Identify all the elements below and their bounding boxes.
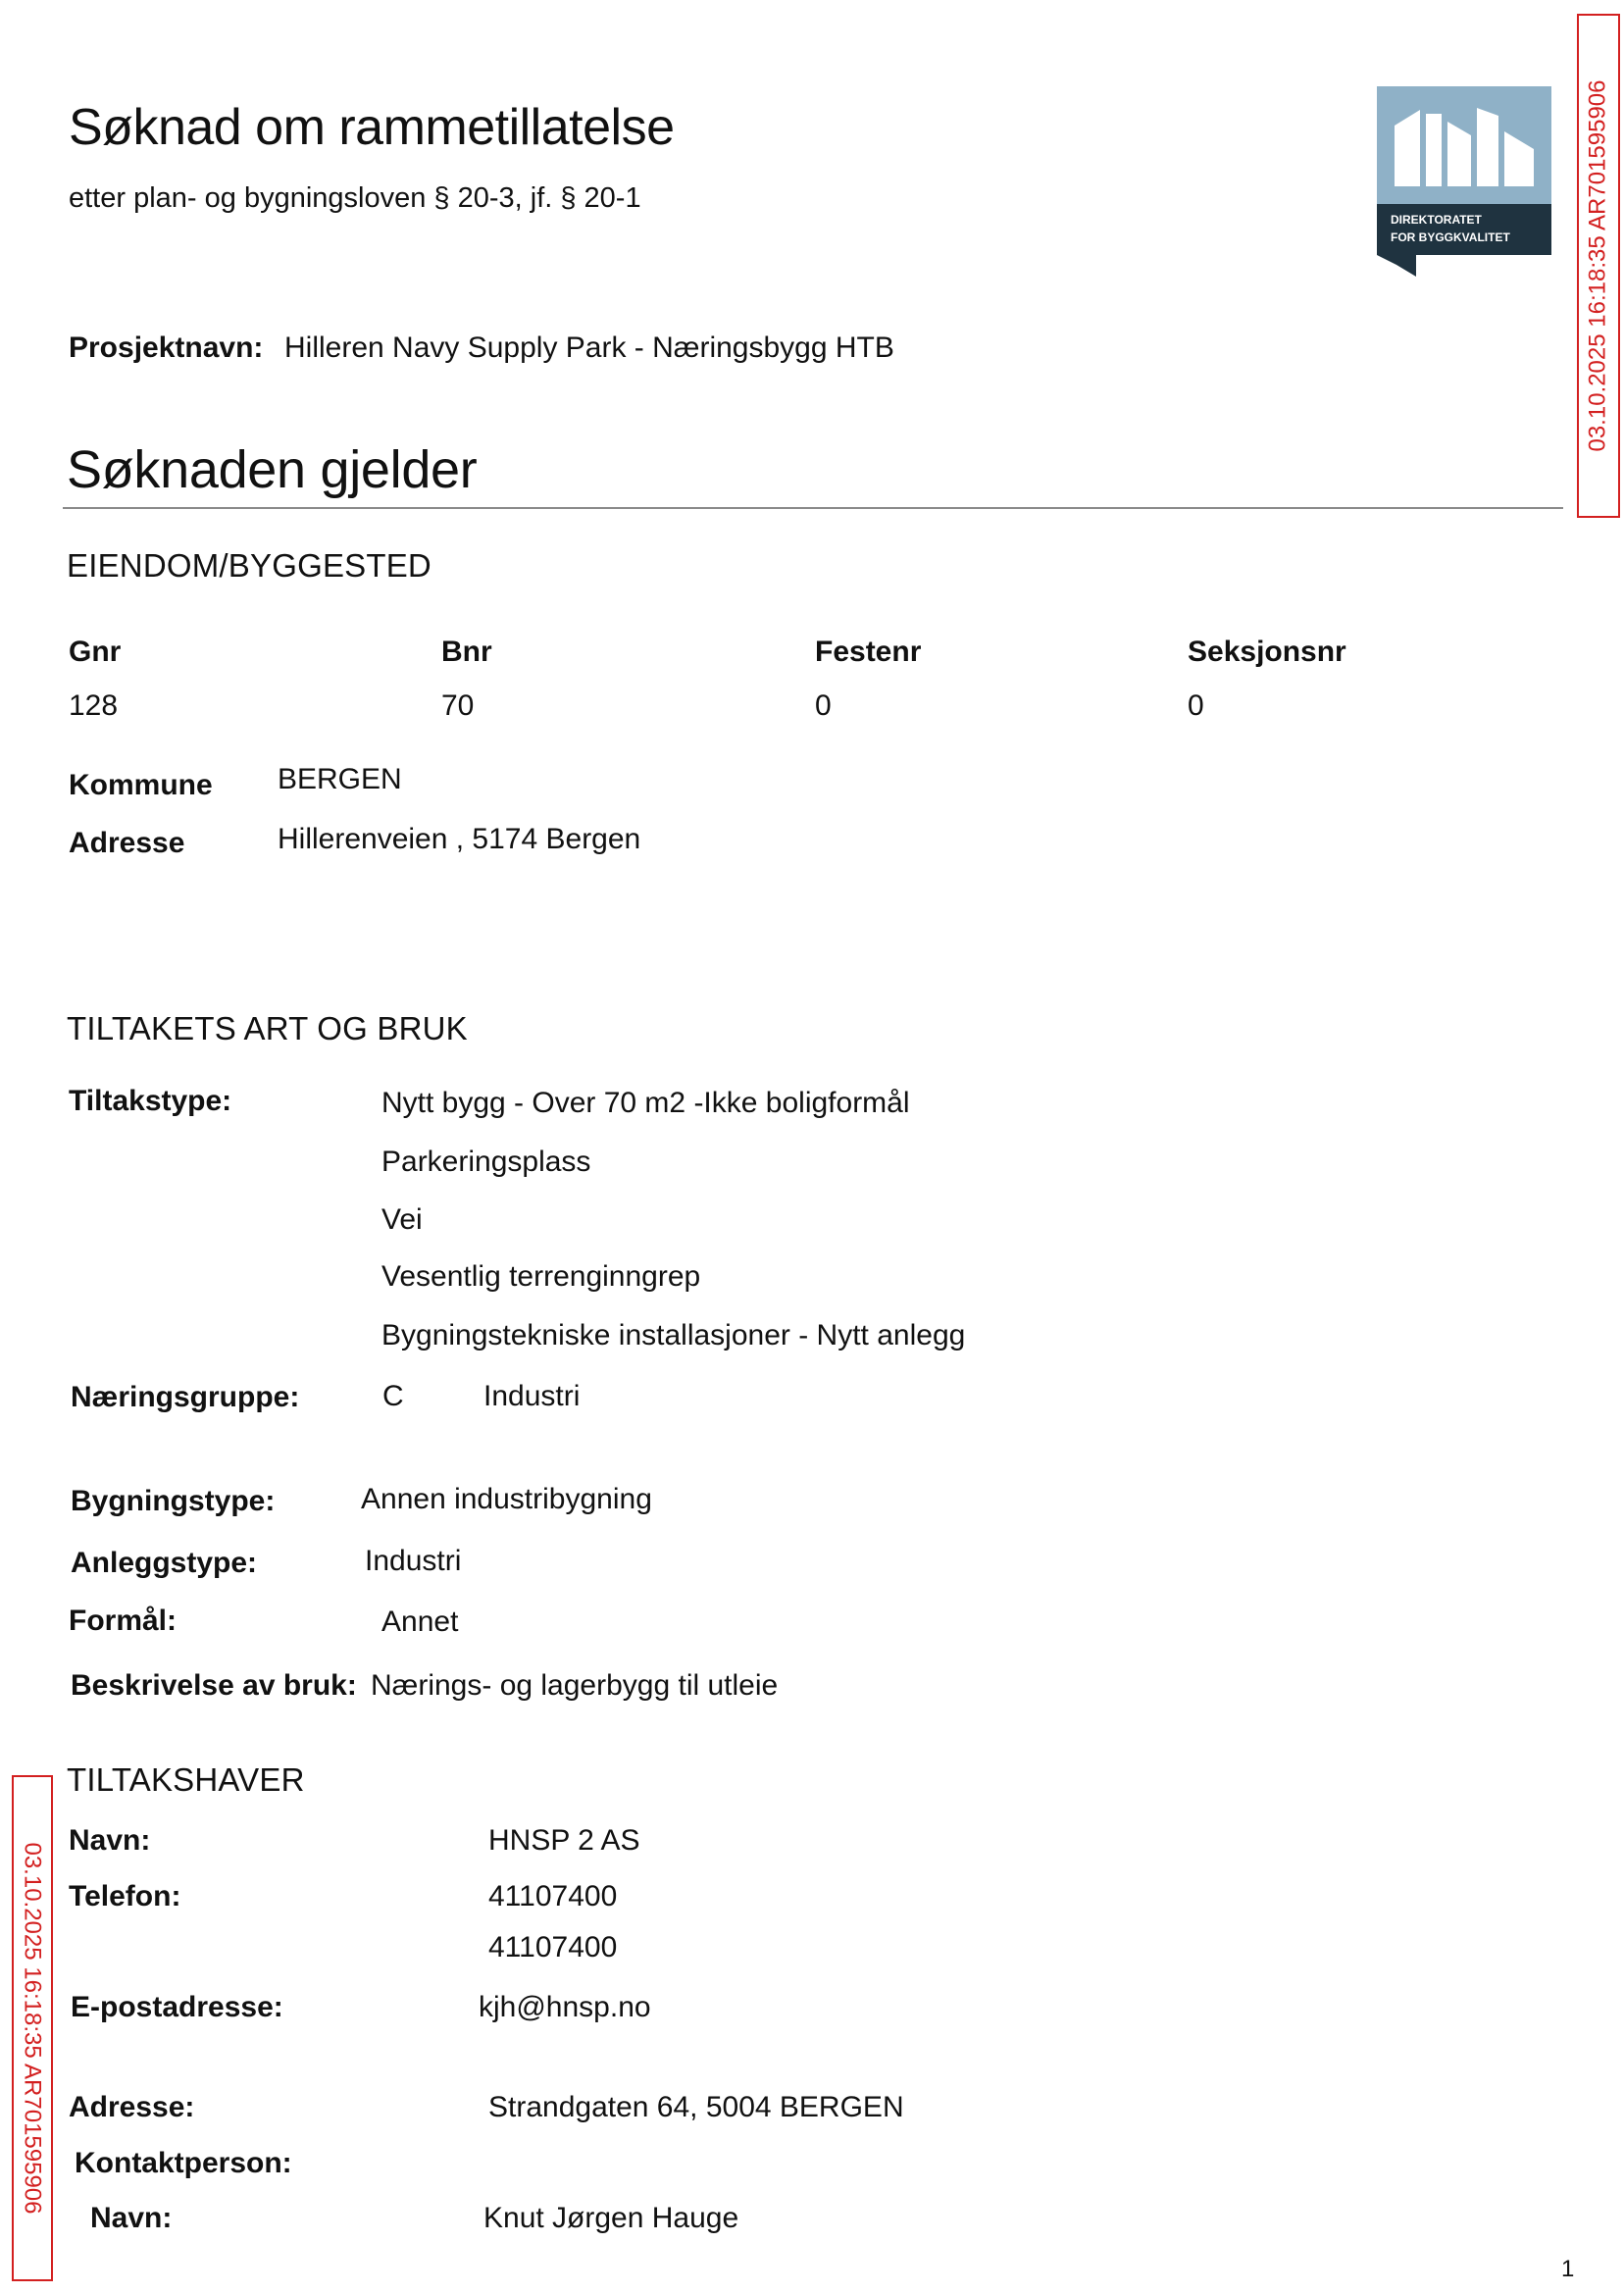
adresse-label: Adresse	[69, 827, 185, 859]
tiltak-heading: TILTAKETS ART OG BRUK	[67, 1010, 468, 1046]
naeringsgruppe-label: Næringsgruppe:	[71, 1381, 300, 1413]
telefon-value: 41107400	[488, 1931, 618, 1963]
stamp-text: 03.10.2025 16:18:35 AR701595906	[1585, 79, 1611, 452]
naeringsgruppe-value: Industri	[483, 1380, 581, 1412]
project-name: Hilleren Navy Supply Park - Næringsbygg HTB	[284, 331, 894, 364]
tiltakstype-item: Bygningstekniske installasjoner - Nytt anlegg	[381, 1319, 966, 1351]
telefon-label: Telefon:	[69, 1880, 181, 1912]
tiltakshaver-adresse-label: Adresse:	[69, 2091, 195, 2123]
tiltakstype-item: Parkeringsplass	[381, 1146, 591, 1178]
bnr-label: Bnr	[441, 636, 492, 668]
document-title: Søknad om rammetillatelse	[69, 99, 675, 156]
kontaktperson-navn-value: Knut Jørgen Hauge	[483, 2202, 739, 2234]
festenr-value: 0	[815, 689, 832, 722]
epost-label: E-postadresse:	[71, 1991, 283, 2023]
dibk-logo	[1377, 86, 1551, 277]
bruk-value: Nærings- og lagerbygg til utleie	[371, 1669, 779, 1702]
tiltakstype-item: Nytt bygg - Over 70 m2 -Ikke boligformål	[381, 1087, 910, 1119]
epost-value: kjh@hnsp.no	[479, 1991, 651, 2023]
kommune-value: BERGEN	[278, 763, 402, 795]
bnr-value: 70	[441, 689, 475, 722]
property-heading: EIENDOM/BYGGESTED	[67, 547, 431, 584]
gnr-value: 128	[69, 689, 119, 722]
page-number: 1	[1561, 2256, 1575, 2282]
tiltakstype-item: Vesentlig terrenginngrep	[381, 1260, 701, 1293]
formal-value: Annet	[381, 1606, 459, 1638]
tiltakshaver-adresse-value: Strandgaten 64, 5004 BERGEN	[488, 2091, 904, 2123]
bygningstype-value: Annen industribygning	[361, 1483, 652, 1515]
receipt-stamp-top	[1577, 14, 1620, 518]
document-subtitle: etter plan- og bygningsloven § 20-3, jf. § 20-1	[69, 182, 641, 214]
bygningstype-label: Bygningstype:	[71, 1485, 276, 1517]
stamp-text: 03.10.2025 16:18:35 AR701595906	[20, 1842, 46, 2215]
section-title: Søknaden gjelder	[67, 440, 478, 499]
kontaktperson-label: Kontaktperson:	[75, 2147, 292, 2179]
dibk-logo-icon	[1377, 86, 1551, 277]
adresse-value: Hillerenveien , 5174 Bergen	[278, 823, 641, 855]
formal-label: Formål:	[69, 1605, 178, 1637]
section-divider	[63, 507, 1563, 509]
telefon-value: 41107400	[488, 1880, 618, 1912]
kommune-label: Kommune	[69, 769, 213, 801]
anleggstype-value: Industri	[365, 1545, 462, 1577]
project-label: Prosjektnavn:	[69, 331, 264, 364]
kontaktperson-navn-label: Navn:	[90, 2202, 173, 2234]
logo-line2: FOR BYGGKVALITET	[1391, 230, 1510, 244]
receipt-stamp-left	[12, 1775, 53, 2281]
tiltakstype-item: Vei	[381, 1203, 423, 1236]
naeringsgruppe-code: C	[382, 1380, 404, 1412]
anleggstype-label: Anleggstype:	[71, 1547, 258, 1579]
bruk-label: Beskrivelse av bruk:	[71, 1669, 357, 1702]
seksjonsnr-value: 0	[1188, 689, 1204, 722]
tiltakshaver-heading: TILTAKSHAVER	[67, 1761, 305, 1798]
gnr-label: Gnr	[69, 636, 122, 668]
tiltakstype-label: Tiltakstype:	[69, 1085, 232, 1117]
tiltakshaver-navn-label: Navn:	[69, 1824, 151, 1857]
seksjonsnr-label: Seksjonsnr	[1188, 636, 1346, 668]
tiltakshaver-navn-value: HNSP 2 AS	[488, 1824, 640, 1857]
logo-line1: DIREKTORATET	[1391, 213, 1482, 227]
festenr-label: Festenr	[815, 636, 922, 668]
